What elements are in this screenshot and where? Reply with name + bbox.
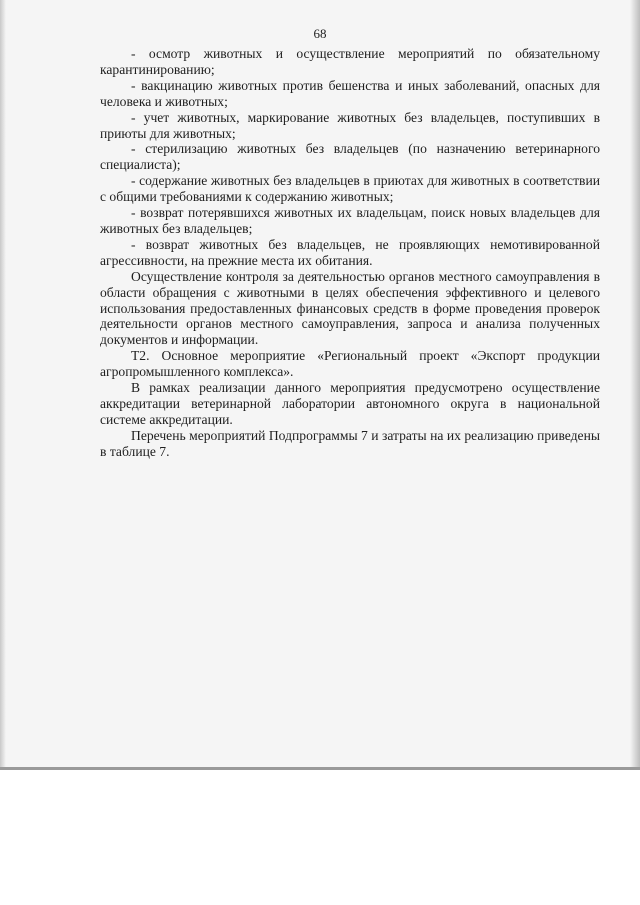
paragraph-accreditation: В рамках реализации данного мероприятия предусмотрено осуществление аккредитации ветеринарной лаборатории автономного округа в национальной системе аккредитации. (100, 380, 600, 427)
paragraph-main-event: Т2. Основное мероприятие «Региональный проект «Экспорт продукции агропромышленного комплекса». (100, 348, 600, 380)
list-item-quarantine: - осмотр животных и осуществление мероприятий по обязательному карантинированию; (100, 46, 600, 77)
paragraph-control: Осуществление контроля за деятельностью органов местного самоуправления в области обращения с животными в целях обеспечения эффективного и целевого использования предоставленных финансовых средств в форме проведения проверок деятельности органов местного самоуправления, запроса и анализа полученных документов и информации. (100, 268, 600, 348)
page-number: 68 (313, 26, 327, 41)
list-item-vaccination: - вакцинацию животных против бешенства и иных заболеваний, опасных для человека и животных; (100, 77, 600, 109)
list-item-sterilization: - стерилизацию животных без владельцев (по назначению ветеринарного специалиста); (100, 141, 600, 173)
list-item-registration: - учет животных, маркирование животных без владельцев, поступивших в приюты для животных; (100, 109, 600, 141)
paragraph-table-reference: Перечень мероприятий Подпрограммы 7 и затраты на их реализацию приведены в таблице 7. (100, 427, 600, 459)
scan-left-edge (0, 0, 6, 770)
list-item-shelter-keeping: - содержание животных без владельцев в приютах для животных в соответствии с общими требованиями к содержанию животных; (100, 173, 600, 205)
list-item-return-to-habitat: - возврат животных без владельцев, не проявляющих немотивированной агрессивности, на прежние места их обитания. (100, 236, 600, 268)
scan-bottom-edge (0, 767, 640, 770)
document-body (100, 46, 600, 460)
list-item-return-to-owners: - возврат потерявшихся животных их владельцам, поиск новых владельцев для животных без владельцев; (100, 205, 600, 236)
scan-right-edge (630, 0, 640, 770)
